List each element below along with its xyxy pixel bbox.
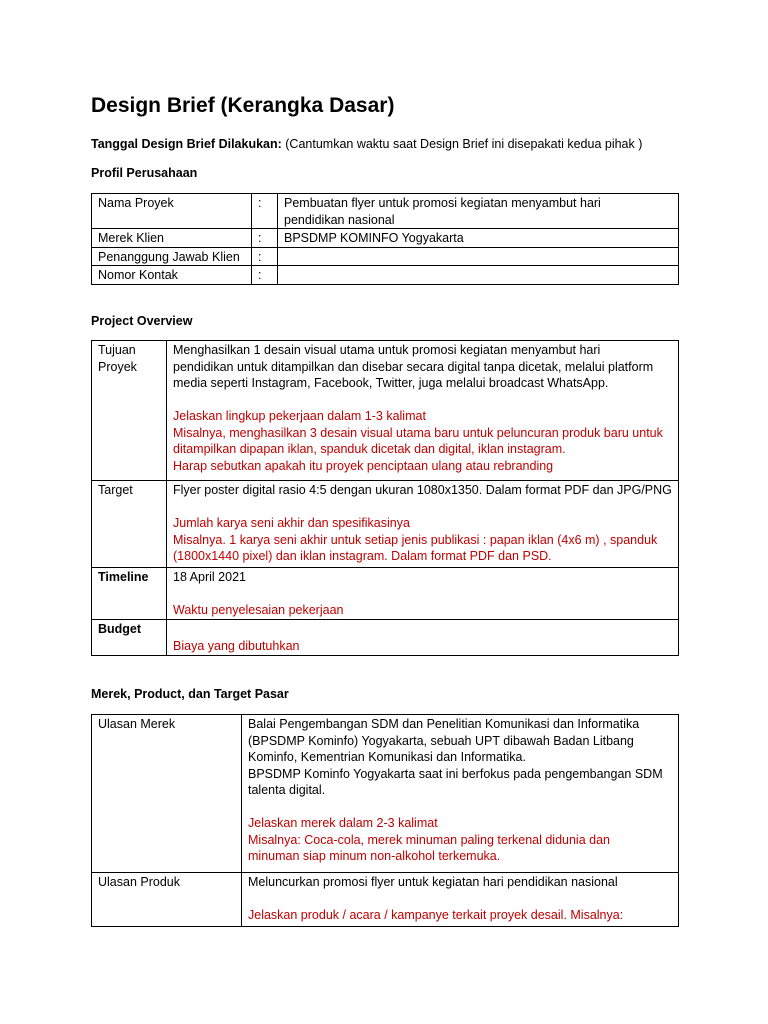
row-value	[278, 194, 679, 229]
merek-heading: Merek, Product, dan Target Pasar	[91, 687, 289, 701]
row-value	[278, 247, 679, 266]
hint-line: Jelaskan merek dalam 2-3 kalimat	[248, 816, 438, 830]
hint-line: ditampilkan dipapan iklan, spanduk dicetak dan digital, iklan instagram.	[173, 442, 566, 456]
merek-table	[91, 714, 679, 927]
table-row	[92, 247, 679, 266]
row-label	[92, 341, 167, 481]
table-row	[92, 481, 679, 568]
table-row	[92, 266, 679, 285]
row-label: Ulasan Produk	[92, 873, 242, 927]
table-row	[92, 194, 679, 229]
row-value	[167, 341, 679, 481]
value-line: Meluncurkan promosi flyer untuk kegiatan hari pendidikan nasional	[248, 875, 618, 889]
row-label: Budget	[92, 620, 167, 656]
row-label: Timeline	[92, 568, 167, 620]
hint-line: (1800x1440 pixel) dan iklan instagram. Dalam format PDF dan PSD.	[173, 549, 552, 563]
table-row	[92, 341, 679, 481]
row-separator: :	[252, 194, 278, 229]
row-separator: :	[252, 229, 278, 248]
hint-line: Misalnya: Coca-cola, merek minuman paling terkenal didunia dan	[248, 832, 610, 847]
row-separator: :	[252, 266, 278, 285]
table-row	[92, 873, 679, 927]
row-label: Nama Proyek	[92, 194, 252, 229]
hint-line: Jelaskan lingkup pekerjaan dalam 1-3 kalimat	[173, 409, 426, 423]
hint-line: Misalnya. 1 karya seni akhir untuk setiap jenis publikasi : papan iklan (4x6 m) , spanduk	[173, 532, 658, 547]
document-title: Design Brief (Kerangka Dasar)	[91, 94, 395, 117]
value-line: (BPSDMP Kominfo) Yogyakarta, sebuah UPT dibawah Badan Litbang	[248, 733, 634, 748]
table-row	[92, 229, 679, 248]
hint-line: Harap sebutkan apakah itu proyek penciptaan ulang atau rebranding	[173, 458, 554, 473]
label-line: Tujuan	[98, 343, 136, 357]
profil-heading: Profil Perusahaan	[91, 166, 198, 180]
row-separator: :	[252, 247, 278, 266]
row-value	[278, 266, 679, 285]
row-label: Nomor Kontak	[92, 266, 252, 285]
date-label: Tanggal Design Brief Dilakukan:	[91, 137, 282, 151]
value-line: BPSDMP Kominfo Yogyakarta saat ini berfokus pada pengembangan SDM	[248, 766, 663, 781]
date-line	[91, 136, 642, 152]
value-line: pendidikan nasional	[284, 212, 395, 227]
label-line: Proyek	[98, 359, 137, 374]
row-label: Merek Klien	[92, 229, 252, 248]
row-label: Target	[92, 481, 167, 568]
value-line: Menghasilkan 1 desain visual utama untuk promosi kegiatan menyambut hari	[173, 343, 601, 357]
row-value	[167, 620, 679, 656]
row-value	[167, 481, 679, 568]
hint-line: Jumlah karya seni akhir dan spesifikasinya	[173, 516, 410, 530]
value-line: media seperti Instagram, Facebook, Twitter, juga melalui broadcast WhatsApp.	[173, 376, 609, 390]
hint-line: Biaya yang dibutuhkan	[173, 638, 300, 653]
hint-line: minuman siap minum non-alkohol terkemuka.	[248, 849, 501, 863]
overview-heading: Project Overview	[91, 314, 193, 328]
value-line: pendidikan untuk ditampilkan dan disebar secara digital tanpa dicetak, melalui platform	[173, 359, 654, 374]
value-line: Balai Pengembangan SDM dan Penelitian Komunikasi dan Informatika	[248, 717, 640, 731]
row-value	[167, 568, 679, 620]
hint-line: Jelaskan produk / acara / kampanye terkait proyek desail. Misalnya:	[248, 908, 624, 922]
row-label: Penanggung Jawab Klien	[92, 247, 252, 266]
value-line: 18 April 2021	[173, 570, 246, 584]
row-value: BPSDMP KOMINFO Yogyakarta	[278, 229, 679, 248]
value-line: talenta digital.	[248, 783, 326, 797]
hint-line: Misalnya, menghasilkan 3 desain visual utama baru untuk peluncuran produk baru untuk	[173, 425, 663, 440]
value-line: Pembuatan flyer untuk promosi kegiatan menyambut hari	[284, 196, 601, 210]
row-value	[242, 873, 679, 927]
value-line: Kominfo, Kementrian Komunikasi dan Informatika.	[248, 750, 526, 764]
row-label: Ulasan Merek	[92, 715, 242, 873]
profil-table	[91, 193, 679, 285]
hint-line: Waktu penyelesaian pekerjaan	[173, 603, 344, 617]
date-value: (Cantumkan waktu saat Design Brief ini disepakati kedua pihak )	[285, 137, 643, 151]
value-line: Flyer poster digital rasio 4:5 dengan ukuran 1080x1350. Dalam format PDF dan JPG/PNG	[173, 483, 672, 497]
table-row	[92, 620, 679, 656]
table-row	[92, 568, 679, 620]
row-value	[242, 715, 679, 873]
table-row	[92, 715, 679, 873]
overview-table	[91, 340, 679, 656]
